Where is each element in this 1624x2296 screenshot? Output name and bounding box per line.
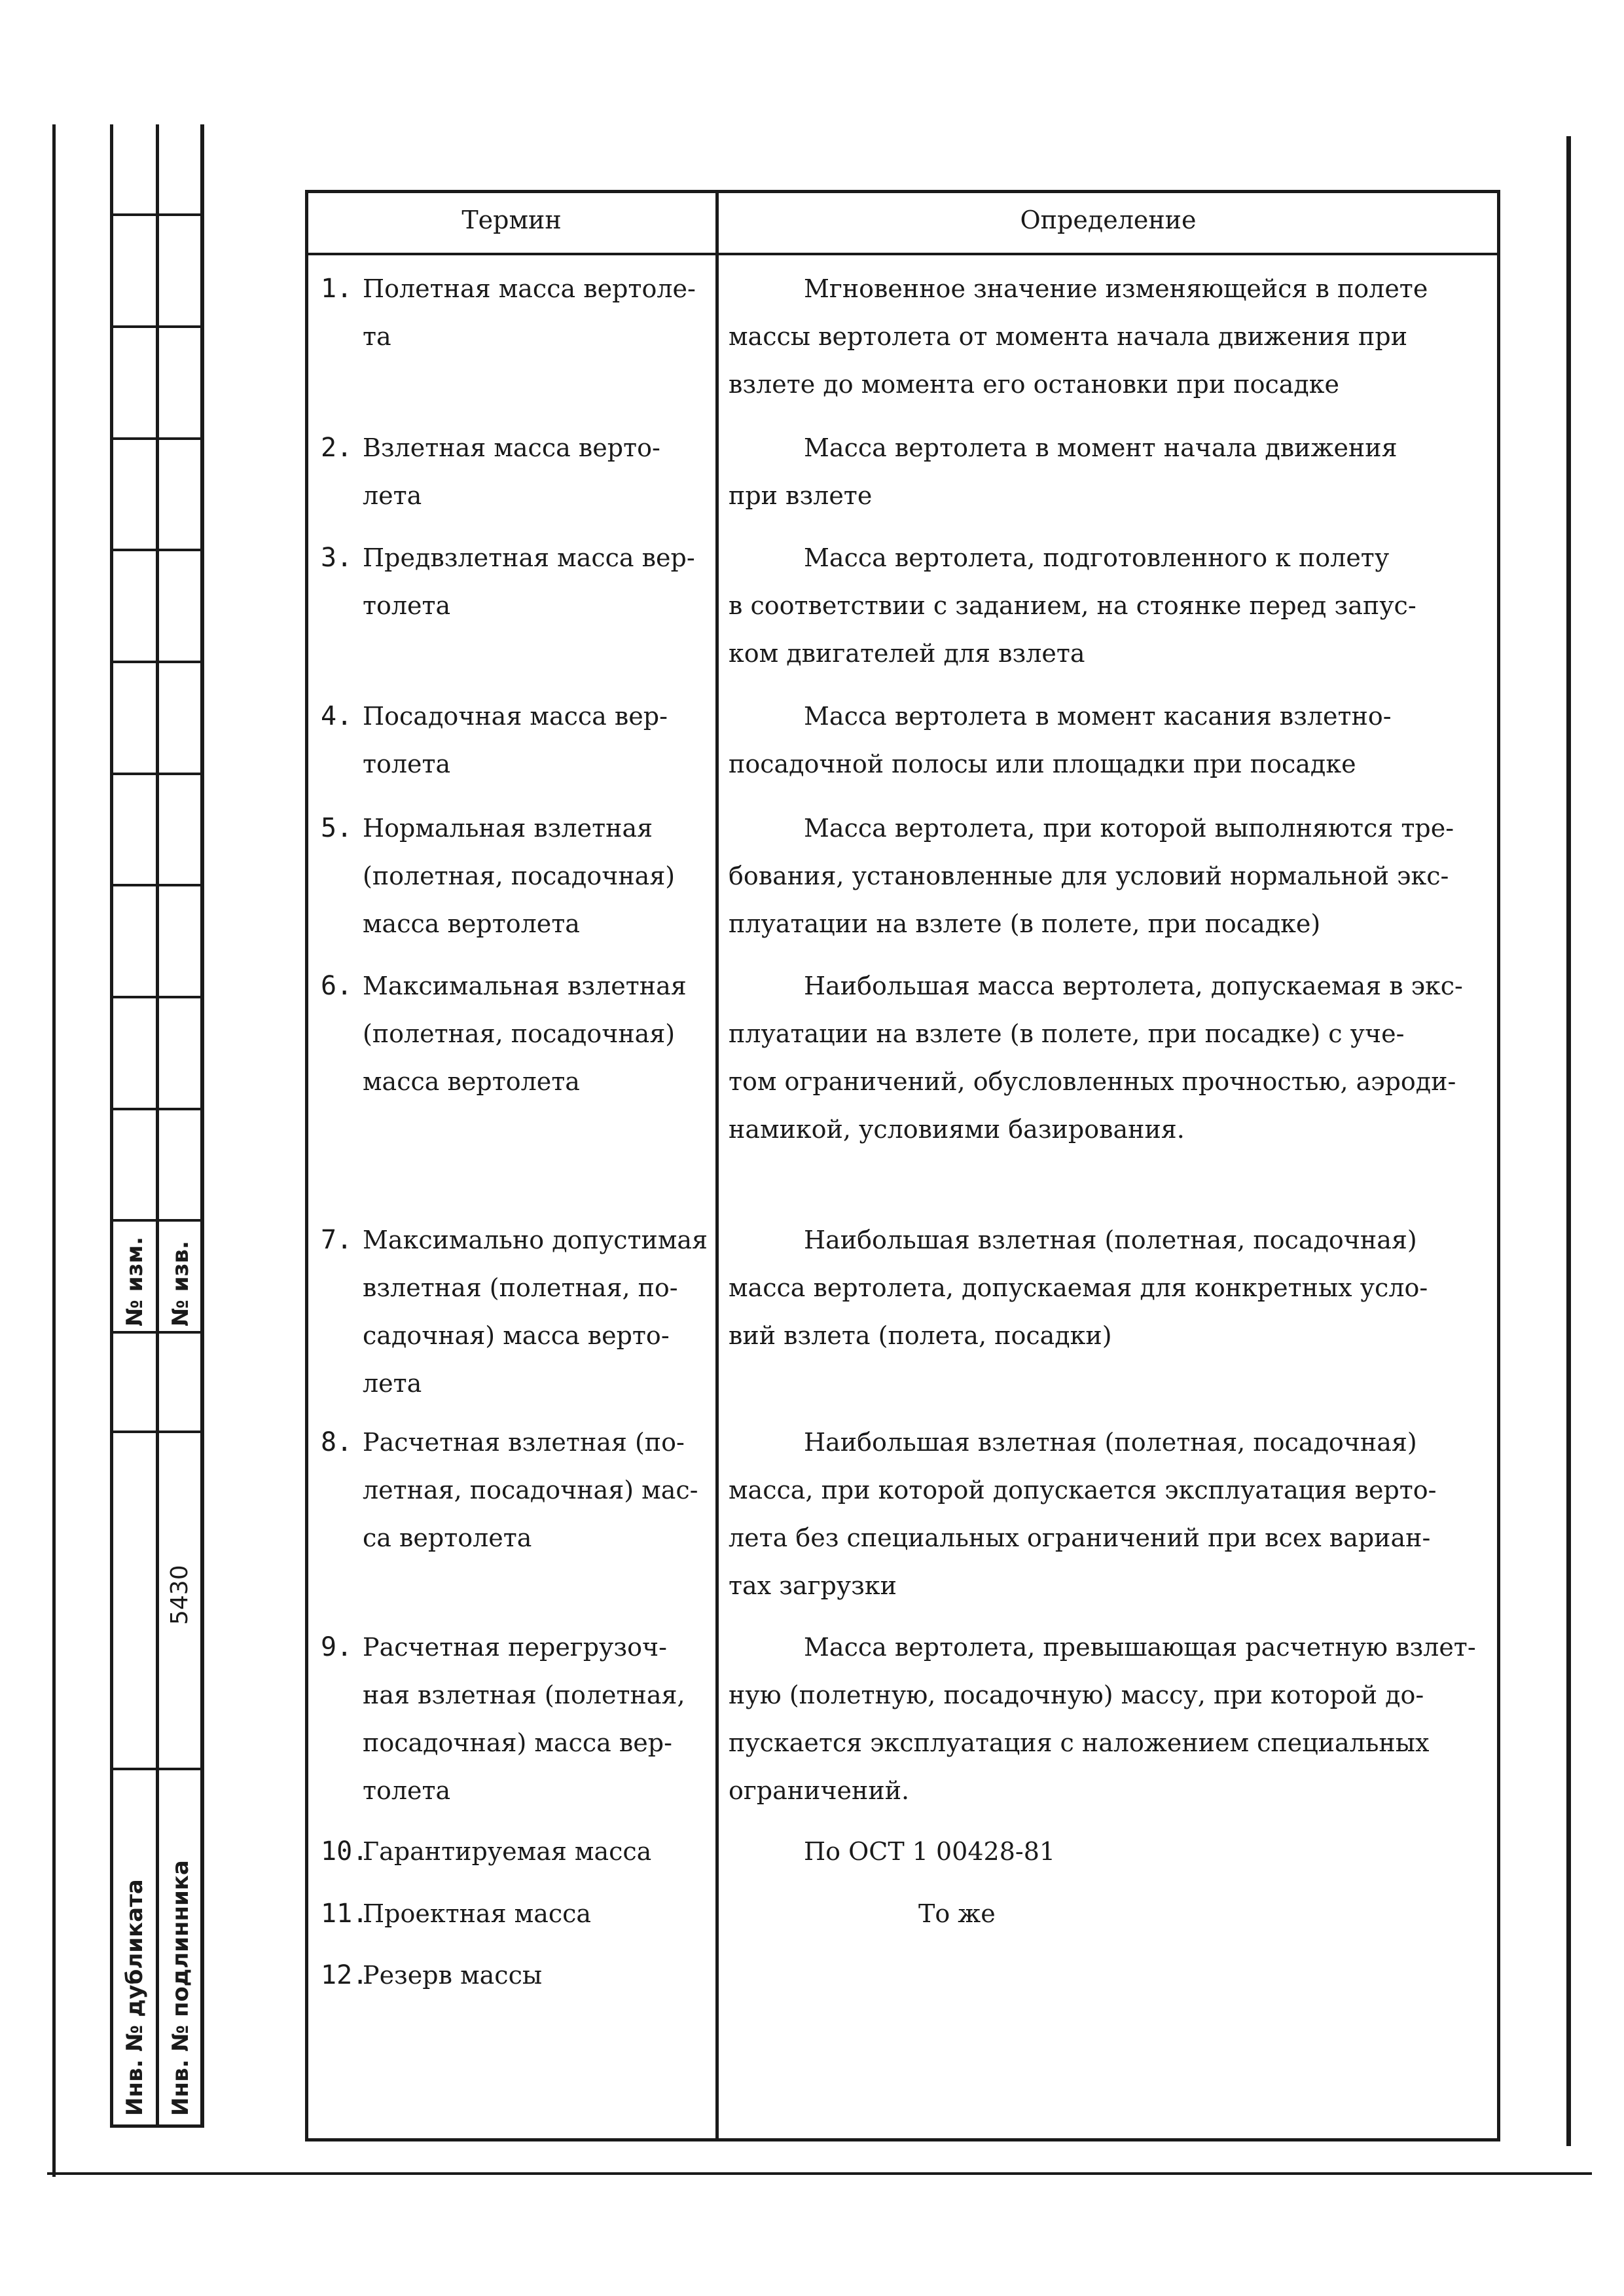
term-line: толета [363, 1776, 451, 1805]
podlinnik-label: Инв. № подлинника [168, 1860, 194, 2116]
term-line [321, 534, 710, 582]
definition-line: Наибольшая масса вертолета, допускаемая в экс- [804, 972, 1463, 1000]
term-cell [321, 1952, 710, 1999]
definition-line: масса вертолета, допускаемая для конкретных усло- [729, 1273, 1428, 1302]
term-line [321, 1890, 710, 1938]
term-line [321, 265, 710, 313]
term-line [321, 1624, 710, 1671]
definition-line: вий взлета (полета, посадки) [729, 1321, 1112, 1350]
term-number: 9. [321, 1632, 353, 1662]
definition-line: плуатации на взлете (в полете, при посадке) с уче- [729, 1019, 1405, 1048]
definition-line: тах загрузки [729, 1571, 897, 1600]
term-text: Нормальная взлетная [363, 814, 653, 843]
definition-cell [729, 1419, 1488, 1610]
definition-cell [729, 805, 1488, 948]
term-number: 2. [321, 433, 353, 463]
stamp-cell-divider [110, 1219, 202, 1222]
term-text: Полетная масса вертоле- [363, 274, 696, 303]
definition-cell [729, 1828, 1488, 1876]
term-number: 4. [321, 701, 353, 731]
term-cell [321, 962, 710, 1106]
term-cell [321, 1828, 710, 1876]
definition-cell [729, 265, 1488, 409]
header-divider [305, 253, 1500, 255]
stamp-cell-divider [110, 549, 202, 551]
definition-line: Масса вертолета в момент касания взлетно- [804, 702, 1392, 731]
term-line [321, 1952, 710, 1999]
term-line [321, 1828, 710, 1876]
definition-line: в соответствии с заданием, на стоянке перед запус- [729, 591, 1416, 620]
page-border-bottom [47, 2172, 1592, 2175]
term-line: лета [363, 1369, 422, 1398]
term-line: летная, посадочная) мас- [363, 1476, 698, 1504]
stamp-cell-divider [110, 773, 202, 775]
term-cell [321, 1890, 710, 1938]
term-cell [321, 1216, 710, 1408]
definition-line: Масса вертолета, при которой выполняются тре- [804, 814, 1454, 843]
inv-number: 5430 [166, 1565, 193, 1625]
definition-line: при взлете [729, 481, 873, 510]
izv-label: № изв. [168, 1241, 194, 1326]
stamp-cell-divider [110, 1430, 202, 1433]
stamp-cell-divider [110, 661, 202, 663]
stamp-cell-divider [110, 325, 202, 328]
stamp-cell-divider [110, 213, 202, 216]
term-line [321, 1419, 710, 1467]
term-cell [321, 1624, 710, 1815]
term-number: 8. [321, 1427, 353, 1457]
stamp-cell-divider [110, 437, 202, 440]
term-line: садочная) масса верто- [363, 1321, 670, 1350]
definition-line: Мгновенное значение изменяющейся в полете [804, 274, 1428, 303]
term-text: Максимальная взлетная [363, 972, 687, 1000]
term-line: са вертолета [363, 1523, 532, 1552]
definition-line: взлете до момента его остановки при посадке [729, 370, 1340, 399]
definition-cell [729, 693, 1488, 788]
term-text: Гарантируемая масса [363, 1837, 652, 1866]
definition-line: бования, установленные для условий нормальной экс- [729, 862, 1449, 890]
page-border-right [1566, 136, 1571, 2146]
stamp-cell-divider [110, 1768, 202, 1770]
term-line: посадочная) масса вер- [363, 1728, 672, 1757]
definition-line: Наибольшая взлетная (полетная, посадочная) [804, 1428, 1417, 1457]
stamp-cell-divider [110, 884, 202, 886]
definition-line: лета без специальных ограничений при всех вариан- [729, 1523, 1431, 1552]
term-number: 5. [321, 813, 353, 843]
stamp-border-right [200, 124, 204, 2128]
term-line: (полетная, посадочная) [363, 1019, 676, 1048]
stamp-border-inner-2 [156, 124, 159, 2128]
definition-cell [729, 424, 1488, 520]
definition-line: ком двигателей для взлета [729, 639, 1085, 668]
term-number: 1. [321, 274, 353, 304]
definition-line: ограничений. [729, 1776, 910, 1805]
term-line: ная взлетная (полетная, [363, 1681, 685, 1709]
definition-line: намикой, условиями базирования. [729, 1115, 1185, 1144]
definition-line: том ограничений, обусловленных прочностью, аэроди- [729, 1067, 1456, 1096]
term-line: взлетная (полетная, по- [363, 1273, 678, 1302]
definition-line: пускается эксплуатация с наложением специальных [729, 1728, 1430, 1757]
definition-cell [729, 1890, 1488, 1938]
definition-line: По ОСТ 1 00428-81 [804, 1837, 1056, 1866]
definition-cell [729, 1624, 1488, 1815]
stamp-cell-divider [110, 1108, 202, 1110]
term-text: Предвзлетная масса вер- [363, 543, 695, 572]
term-text: Резерв массы [363, 1961, 543, 1990]
definition-line: Масса вертолета в момент начала движения [804, 433, 1398, 462]
stamp-cell-divider [110, 1331, 202, 1334]
term-line [321, 693, 710, 740]
term-text: Проектная масса [363, 1899, 592, 1928]
term-line [321, 805, 710, 852]
term-line [321, 962, 710, 1010]
definition-line: массы вертолета от момента начала движения при [729, 322, 1408, 351]
term-text: Взлетная масса верто- [363, 433, 660, 462]
term-line: лета [363, 481, 422, 510]
definition-cell [729, 1216, 1488, 1360]
header-definition: Определение [1020, 206, 1197, 234]
term-cell [321, 424, 710, 520]
term-number: 12. [321, 1960, 369, 1990]
definition-cell [729, 534, 1488, 678]
stamp-border-left [52, 124, 56, 2177]
definition-line: Масса вертолета, подготовленного к полету [804, 543, 1390, 572]
term-number: 11. [321, 1899, 369, 1929]
header-term: Термин [461, 206, 562, 234]
term-line: толета [363, 750, 451, 778]
definition-line: Наибольшая взлетная (полетная, посадочная) [804, 1226, 1417, 1254]
definition-line: плуатации на взлете (в полете, при посадке) [729, 909, 1321, 938]
term-text: Расчетная перегрузоч- [363, 1633, 667, 1662]
term-line: та [363, 322, 391, 351]
definition-line: масса, при которой допускается эксплуатация верто- [729, 1476, 1437, 1504]
term-line: масса вертолета [363, 1067, 580, 1096]
term-line [321, 424, 710, 472]
definition-line: ную (полетную, посадочную) массу, при которой до- [729, 1681, 1424, 1709]
term-number: 7. [321, 1225, 353, 1255]
term-cell [321, 1419, 710, 1562]
izm-label: № изм. [122, 1236, 148, 1326]
term-number: 10. [321, 1836, 369, 1867]
term-line [321, 1216, 710, 1264]
term-line: (полетная, посадочная) [363, 862, 676, 890]
definition-line: Масса вертолета, превышающая расчетную взлет- [804, 1633, 1476, 1662]
term-text: Максимально допустимая [363, 1226, 708, 1254]
definition-cell [729, 962, 1488, 1154]
term-text: Расчетная взлетная (по- [363, 1428, 685, 1457]
stamp-bottom-line [110, 2124, 202, 2128]
term-line: толета [363, 591, 451, 620]
term-cell [321, 693, 710, 788]
term-cell [321, 534, 710, 630]
column-divider [715, 190, 719, 2141]
definition-line: То же [918, 1899, 996, 1928]
stamp-cell-divider [110, 996, 202, 998]
term-text: Посадочная масса вер- [363, 702, 668, 731]
dublikat-label: Инв. № дубликата [122, 1879, 148, 2116]
term-line: масса вертолета [363, 909, 580, 938]
stamp-border-inner-1 [110, 124, 113, 2128]
term-cell [321, 265, 710, 361]
term-number: 3. [321, 543, 353, 573]
definition-line: посадочной полосы или площадки при посадке [729, 750, 1356, 778]
term-cell [321, 805, 710, 948]
term-number: 6. [321, 971, 353, 1001]
